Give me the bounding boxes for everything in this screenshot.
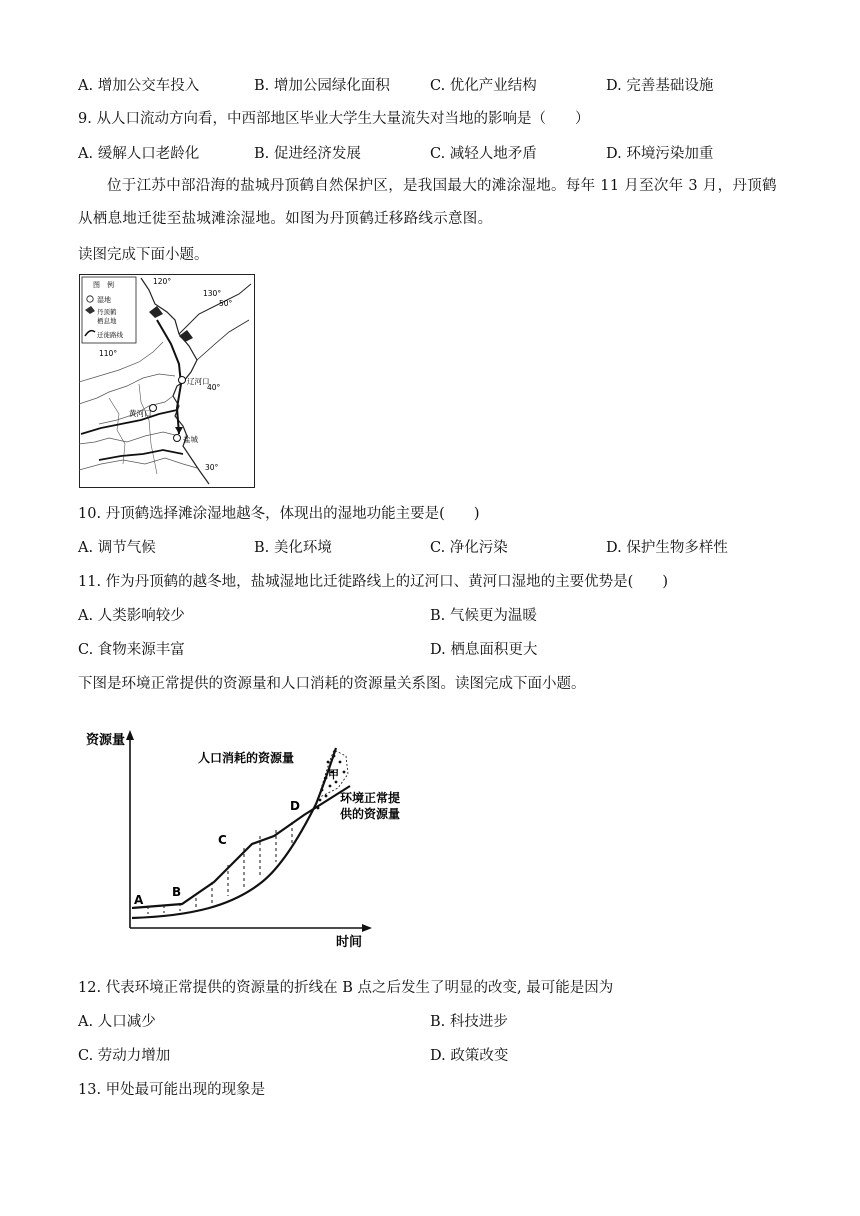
q8-option-a[interactable]: A. 增加公交车投入 <box>78 78 200 94</box>
q12-stem: 12. 代表环境正常提供的资源量的折线在 B 点之后发生了明显的改变, 最可能是因为 <box>78 980 614 996</box>
lat-40: 40° <box>207 383 221 392</box>
q12-option-a[interactable]: A. 人口减少 <box>78 1014 156 1030</box>
q13-stem: 13. 甲处最可能出现的现象是 <box>78 1082 266 1098</box>
map-legend-title: 图 例 <box>93 281 114 289</box>
q11-stem: 11. 作为丹顶鹤的越冬地，盐城湿地比迁徙路线上的辽河口、黄河口湿地的主要优势是( ) <box>78 574 668 590</box>
q11-option-b[interactable]: B. 气候更为温暖 <box>430 608 537 624</box>
q11-option-a[interactable]: A. 人类影响较少 <box>78 608 185 624</box>
q9-option-d[interactable]: D. 环境污染加重 <box>606 146 714 162</box>
q8-option-d[interactable]: D. 完善基础设施 <box>606 78 714 94</box>
q12-option-d[interactable]: D. 政策改变 <box>430 1048 509 1064</box>
lat-50: 50° <box>219 299 233 308</box>
crane-migration-map <box>79 274 255 488</box>
graph-zone-jia: 甲 <box>328 768 339 781</box>
place-yancheng: 盐城 <box>183 435 198 444</box>
graph-point-b: B <box>172 885 182 899</box>
q9-option-a[interactable]: A. 缓解人口老龄化 <box>78 146 200 162</box>
q10-stem: 10. 丹顶鹤选择滩涂湿地越冬，体现出的湿地功能主要是( ) <box>78 506 480 522</box>
legend-route: 迁徙路线 <box>97 331 123 339</box>
q9-option-b[interactable]: B. 促进经济发展 <box>254 146 361 162</box>
resource-passage: 下图是环境正常提供的资源量和人口消耗的资源量关系图。读图完成下面小题。 <box>78 676 586 692</box>
q10-option-b[interactable]: B. 美化环境 <box>254 540 332 556</box>
place-huanghekou: 黄河口 <box>129 409 152 418</box>
legend-crane: 丹顶鹤 <box>97 308 117 316</box>
q11-option-c[interactable]: C. 食物来源丰富 <box>78 642 185 658</box>
graph-xlabel: 时间 <box>336 935 363 950</box>
graph-ylabel: 资源量 <box>86 733 126 748</box>
lon-110: 110° <box>99 349 118 358</box>
graph-point-d: D <box>290 799 300 813</box>
graph-point-a: A <box>134 893 144 907</box>
graph-line-label-2: 供的资源量 <box>340 807 401 821</box>
q12-option-c[interactable]: C. 劳动力增加 <box>78 1048 171 1064</box>
legend-wetland: 湿地 <box>97 296 111 304</box>
graph-line-label-1: 环境正常提 <box>340 791 401 805</box>
q10-option-c[interactable]: C. 净化污染 <box>430 540 508 556</box>
q9-stem: 9. 从人口流动方向看，中西部地区毕业大学生大量流失对当地的影响是（ ） <box>78 111 590 127</box>
lon-120: 120° <box>153 277 172 286</box>
crane-passage: 位于江苏中部沿海的盐城丹顶鹤自然保护区，是我国最大的滩涂湿地。每年 11 月至次年 3 月，丹顶鹤从栖息地迁徙至盐城滩涂湿地。如图为丹顶鹤迁移路线示意图。 <box>78 178 777 227</box>
legend-habitat: 栖息地 <box>97 317 117 325</box>
q8-option-b[interactable]: B. 增加公园绿化面积 <box>254 78 390 94</box>
read-prompt: 读图完成下面小题。 <box>78 247 209 263</box>
resource-graph <box>82 722 427 952</box>
q10-option-a[interactable]: A. 调节气候 <box>78 540 156 556</box>
q9-option-c[interactable]: C. 减轻人地矛盾 <box>430 146 537 162</box>
place-liaohekou: 辽河口 <box>187 377 210 386</box>
q8-option-c[interactable]: C. 优化产业结构 <box>430 78 537 94</box>
lon-130: 130° <box>203 289 222 298</box>
q11-option-d[interactable]: D. 栖息面积更大 <box>430 642 538 658</box>
q12-option-b[interactable]: B. 科技进步 <box>430 1014 508 1030</box>
graph-point-c: C <box>218 833 227 847</box>
lat-30: 30° <box>205 463 219 472</box>
graph-curve-label: 人口消耗的资源量 <box>198 751 295 765</box>
q10-option-d[interactable]: D. 保护生物多样性 <box>606 540 728 556</box>
